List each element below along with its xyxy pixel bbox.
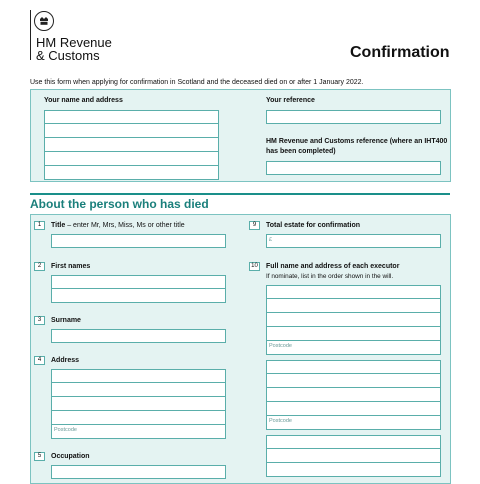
crest-icon <box>34 11 54 31</box>
surname-input[interactable] <box>51 329 226 343</box>
logo-divider <box>30 10 31 60</box>
total-estate-input[interactable]: £ <box>266 234 441 248</box>
executor-1-group <box>266 285 441 355</box>
first-names-group <box>51 275 226 303</box>
question-number: 4 <box>34 356 45 365</box>
question-number: 9 <box>249 221 260 230</box>
address-group <box>51 369 226 439</box>
brand-line-2: & Customs <box>36 48 100 63</box>
hmrc-reference-label-2: has been completed) <box>266 148 336 155</box>
executor-3-group <box>266 435 441 477</box>
question-number: 5 <box>34 452 45 461</box>
address-line-input[interactable] <box>51 383 226 397</box>
executor-postcode-input[interactable]: Postcode <box>266 341 441 355</box>
q1-label-text: Title <box>51 222 66 229</box>
executor-line-input[interactable] <box>266 299 441 313</box>
name-address-line[interactable] <box>44 152 219 166</box>
first-names-input[interactable] <box>51 289 226 303</box>
address-line-input[interactable] <box>51 397 226 411</box>
name-address-field-group <box>44 110 219 180</box>
executor-2-group <box>266 360 441 430</box>
q5-label: Occupation <box>51 453 90 460</box>
q1-hint: – enter Mr, Mrs, Miss, Ms or other title <box>65 222 185 229</box>
question-number: 1 <box>34 221 45 230</box>
address-line-input[interactable] <box>51 369 226 383</box>
executor-line-input[interactable] <box>266 402 441 416</box>
q10-label: Full name and address of each executor <box>266 263 400 270</box>
name-address-line[interactable] <box>44 110 219 124</box>
address-postcode-input[interactable]: Postcode <box>51 425 226 439</box>
executor-line-input[interactable] <box>266 327 441 341</box>
q10-subtext: If nominate, list in the order shown in the will. <box>266 273 394 280</box>
name-address-line[interactable] <box>44 138 219 152</box>
intro-text: Use this form when applying for confirmation in Scotland and the deceased died on or after 1 January 2022. <box>30 79 364 86</box>
executor-line-input[interactable] <box>266 388 441 402</box>
executor-line-input[interactable] <box>266 435 441 449</box>
executor-line-input[interactable] <box>266 313 441 327</box>
question-number: 3 <box>34 316 45 325</box>
q9-label: Total estate for confirmation <box>266 222 360 229</box>
executor-line-input[interactable] <box>266 285 441 299</box>
title-input[interactable] <box>51 234 226 248</box>
occupation-input[interactable] <box>51 465 226 479</box>
executor-line-input[interactable] <box>266 449 441 463</box>
section-title: About the person who has died <box>30 197 209 211</box>
first-names-input[interactable] <box>51 275 226 289</box>
address-line-input[interactable] <box>51 411 226 425</box>
q3-label: Surname <box>51 317 81 324</box>
question-number: 10 <box>249 262 260 271</box>
name-address-label: Your name and address <box>44 97 123 104</box>
name-address-line[interactable] <box>44 124 219 138</box>
executor-line-input[interactable] <box>266 374 441 388</box>
executor-line-input[interactable] <box>266 360 441 374</box>
hmrc-reference-input[interactable] <box>266 161 441 175</box>
your-reference-input[interactable] <box>266 110 441 124</box>
q4-label: Address <box>51 357 80 364</box>
q1-label <box>51 222 185 229</box>
brand-line-1: HM Revenue <box>36 35 112 50</box>
your-reference-label: Your reference <box>266 97 315 104</box>
section-rule <box>30 193 450 195</box>
executor-postcode-input[interactable]: Postcode <box>266 416 441 430</box>
form-title: Confirmation <box>350 44 450 61</box>
executor-line-input[interactable] <box>266 463 441 477</box>
name-address-line[interactable] <box>44 166 219 180</box>
question-number: 2 <box>34 262 45 271</box>
q2-label: First names <box>51 263 91 270</box>
hmrc-reference-label-1: HM Revenue and Customs reference (where an IHT400 <box>266 138 448 145</box>
